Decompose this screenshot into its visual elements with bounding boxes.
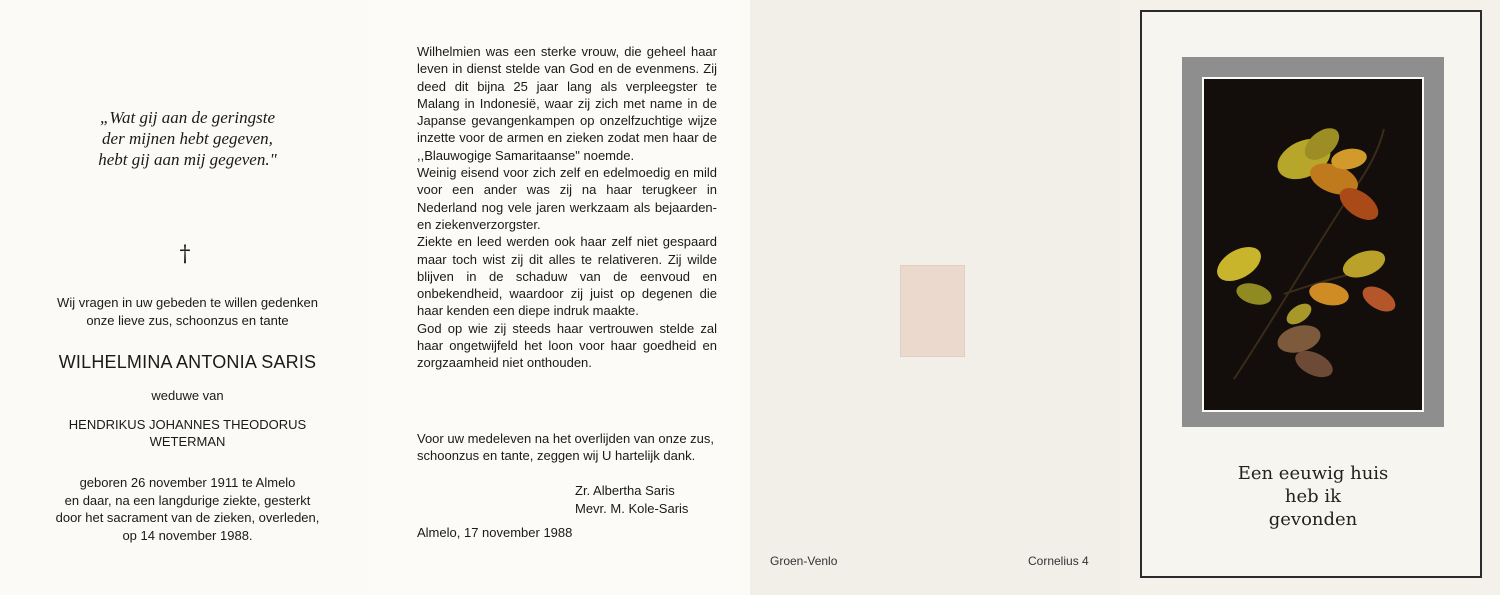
husband-line: HENDRIKUS JOHANNES THEODORUS xyxy=(68,417,307,432)
cover-line: Een eeuwig huis xyxy=(1237,463,1389,484)
dates-line: op 14 november 1988. xyxy=(122,527,253,543)
photo-border xyxy=(1202,77,1424,412)
husband-line: WETERMAN xyxy=(149,434,226,449)
dates-line: geboren 26 november 1911 te Almelo xyxy=(79,475,296,490)
dates-line: door het sacrament van de zieken, overleden, xyxy=(55,510,320,525)
oak-leaves-photo xyxy=(1204,79,1422,410)
signatory: Zr. Albertha Saris xyxy=(575,483,675,498)
bio-paragraph: Wilhelmien was een sterke vrouw, die geheel haar leven in dienst stelde van God en de evenmens. Zij deed dit bijna 25 jaar lang als verpleegster te Malang in Indonesië, waar zij zich met name in de Japanse gevangenkampen op onzelfzuchtige wijze inzette voor de armen en zieken zodat men haar de ,,Blauwogige Samaritaanse" noemde. xyxy=(417,44,717,163)
left-panel xyxy=(0,0,375,595)
thanks-text: Voor uw medeleven na het overlijden van onze zus, schoonzus en tante, zeggen wij U hartelijk dank. xyxy=(417,431,715,464)
middle-panel xyxy=(375,0,750,595)
deceased-name: WILHELMINA ANTONIA SARIS xyxy=(58,352,317,372)
bio-paragraph: Ziekte en leed werden ook haar zelf niet gespaard maar toch wist zij dit alles te relativeren. Zij wilde blijven in de schaduw van de eenvoud en onbekendheid, waardoor zij juist op degenen die haar kenden een diepe indruk maakte. xyxy=(417,234,717,319)
back-panel xyxy=(750,0,1120,595)
signatory: Mevr. M. Kole-Saris xyxy=(575,500,689,516)
quote-line: hebt gij aan mij gegeven." xyxy=(98,150,277,169)
signatories xyxy=(575,482,688,517)
biography xyxy=(417,43,717,372)
fabric-relic-swatch xyxy=(900,265,965,357)
cover-panel xyxy=(1120,0,1500,595)
quote-line: „Wat gij aan de geringste xyxy=(99,108,276,127)
bible-quote xyxy=(0,107,375,170)
photo-mat xyxy=(1182,57,1444,427)
request-line: onze lieve zus, schoonzus en tante xyxy=(86,313,289,328)
cover-line: gevonden xyxy=(1268,509,1358,530)
cover-frame xyxy=(1140,10,1482,578)
cross-icon: † xyxy=(179,242,191,267)
cover-title xyxy=(1142,462,1484,531)
bio-paragraph: God op wie zij steeds haar vertrouwen stelde zal haar ongetwijfeld het loon voor haar goedheid en zorgzaamheid niet onthouden. xyxy=(417,320,717,371)
place-date: Almelo, 17 november 1988 xyxy=(417,525,573,540)
printer-name: Groen-Venlo xyxy=(770,554,838,568)
prayer-request xyxy=(0,294,375,330)
series-code: Cornelius 4 xyxy=(1028,554,1089,568)
husband-name xyxy=(0,416,375,450)
quote-line: der mijnen hebt gegeven, xyxy=(102,129,273,148)
life-dates xyxy=(0,474,375,544)
request-line: Wij vragen in uw gebeden te willen gedenken xyxy=(57,295,318,310)
oak-leaves-icon xyxy=(1204,79,1422,410)
dates-line: en daar, na een langdurige ziekte, gesterkt xyxy=(64,492,311,508)
bio-paragraph: Weinig eisend voor zich zelf en edelmoedig en mild voor een ander was zij na haar terugkeer in Nederland nog vele jaren werkzaam als bejaarden- en ziekenverzorgster. xyxy=(417,165,717,232)
widow-of-label: weduwe van xyxy=(151,388,224,403)
cover-line: heb ik xyxy=(1284,486,1342,507)
